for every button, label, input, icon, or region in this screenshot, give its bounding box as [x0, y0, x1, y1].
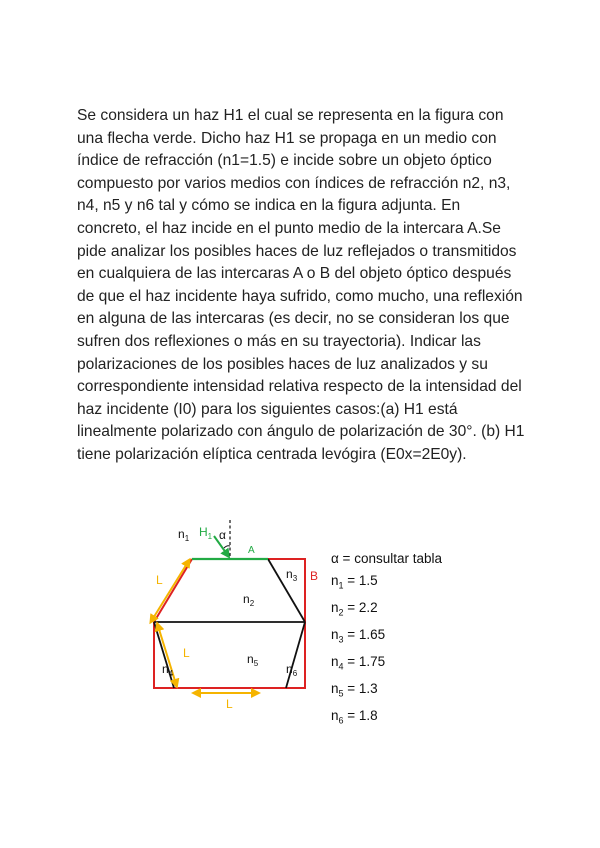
interface-b-outline: [154, 559, 305, 688]
legend-item: $n_4 = 1.75$: [331, 654, 386, 672]
label-h1: $H_1$: [199, 525, 213, 541]
label-n4: $n_4$: [162, 662, 174, 678]
label-n6: $n_6$: [286, 662, 298, 678]
label-l-inner: L: [183, 646, 190, 660]
legend-item: $n_1 = 1.5$: [331, 572, 378, 591]
label-n1: $n_1$: [178, 527, 190, 543]
label-interface-b: B: [310, 569, 319, 583]
refractive-index-legend: [331, 548, 442, 733]
legend-item: $n_3 = 1.65$: [331, 626, 386, 645]
legend-item: $n_6 = 1.8$: [331, 708, 378, 727]
alpha-arc: [224, 546, 230, 548]
label-alpha: α: [219, 528, 226, 542]
label-n3: $n_3$: [286, 567, 298, 583]
label-interface-a: A: [248, 545, 255, 556]
label-n2: $n_2$: [243, 592, 255, 608]
legend-item: $n_5 = 1.3$: [331, 681, 378, 699]
label-l-left: L: [156, 573, 163, 587]
label-n5: $n_5$: [247, 652, 259, 668]
medium-boundaries: [154, 559, 305, 688]
legend-item: $n_2 = 2.2$: [331, 599, 378, 618]
problem-statement: Se considera un haz H1 el cual se representa en la figura con una flecha verde. Dicho haz H1 se propaga en un medio con índice de refracción (n1=1.5) e incide sobre un objeto óptico compuesto por varios medios con índices de refracción n2, n3, n4, n5 y n6 tal y cómo se indica en la figura adjunta. En concreto, el haz incide en el punto medio de la intercara A.Se pide analizar los posibles haces de luz reflejados o transmitidos en cualquiera de las intercaras A o B del objeto óptico después de que el haz incidente haya sufrido, como mucho, una reflexión en alguna de las intercaras (es decir, no se consideran los que sufren dos reflexiones o más en su trayectoria). Indicar las polarizaciones de los posibles haces de luz analizados y su correspondiente intensidad relativa respecto de la intensidad del haz incidente (I0) para los siguientes casos:(a) H1 está linealmente polarizado con ángulo de polarización de 30°. (b) H1 tiene polarización elíptica centrada levógira (E0x=2E0y).: [77, 107, 525, 463]
label-l-bottom: L: [226, 697, 233, 711]
dimension-l-left: [152, 562, 188, 620]
legend-alpha: α = consultar tabla: [331, 551, 442, 566]
